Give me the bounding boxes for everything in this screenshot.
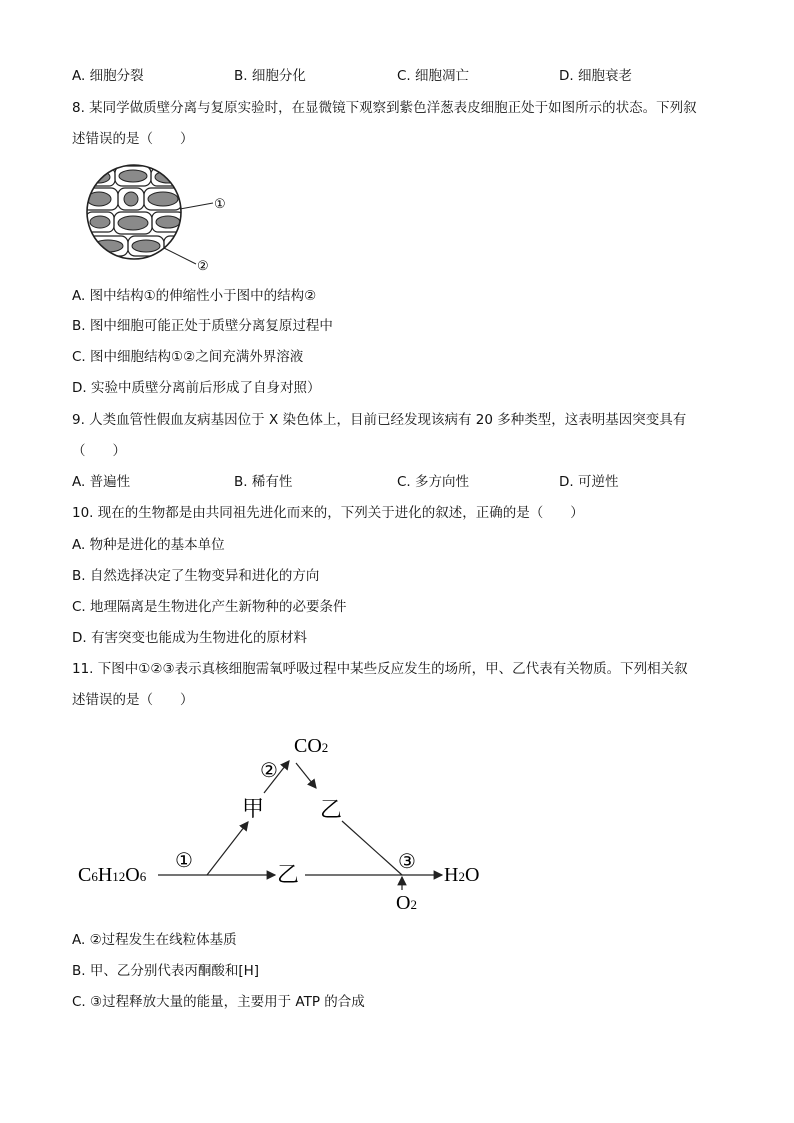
q8-option-a: A. 图中结构①的伸缩性小于图中的结构② xyxy=(72,288,317,304)
step-1-label: ① xyxy=(175,850,193,872)
svg-text:C6H12O6: C6H12O6 xyxy=(78,864,147,886)
q9-option-b: B. 稀有性 xyxy=(234,474,293,490)
figure-label-1: ① xyxy=(214,196,226,211)
oxygen-input: O2 xyxy=(396,892,417,914)
step-3-label: ③ xyxy=(398,851,416,873)
glucose-c: C xyxy=(78,864,92,886)
q10-option-b: B. 自然选择决定了生物变异和进化的方向 xyxy=(72,568,320,584)
q10-option-c: C. 地理隔离是生物进化产生新物种的必要条件 xyxy=(72,599,347,615)
yi-bottom: 乙 xyxy=(277,862,300,887)
q10-option-a: A. 物种是进化的基本单位 xyxy=(72,537,225,553)
q8-option-c: C. 图中细胞结构①②之间充满外界溶液 xyxy=(72,349,304,365)
q9-stem-line2: （ ） xyxy=(72,443,126,459)
step-2-label: ② xyxy=(260,760,278,782)
water-product: H2O xyxy=(444,864,480,886)
q7-option-b: B. 细胞分化 xyxy=(234,68,306,84)
q7-option-d: D. 细胞衰老 xyxy=(559,68,632,84)
q7-option-c: C. 细胞凋亡 xyxy=(397,68,470,84)
q7-option-a: A. 细胞分裂 xyxy=(72,68,144,84)
q8-option-d: D. 实验中质壁分离前后形成了自身对照） xyxy=(72,380,321,396)
jia-label: 甲 xyxy=(242,796,265,821)
q9-option-c: C. 多方向性 xyxy=(397,474,470,490)
q11-stem-line1: 11. 下图中①②③表示真核细胞需氧呼吸过程中某些反应发生的场所，甲、乙代表有关物质。下列相关叙 xyxy=(72,661,688,677)
figure-label-2: ② xyxy=(197,258,209,273)
q8-option-b: B. 图中细胞可能正处于质壁分离复原过程中 xyxy=(72,318,333,334)
q8-cell-figure xyxy=(80,160,240,280)
q11-stem-line2: 述错误的是（ ） xyxy=(72,692,194,708)
respiration-diagram xyxy=(70,725,500,920)
carbon-dioxide: CO2 xyxy=(294,735,329,757)
q11-option-a: A. ②过程发生在线粒体基质 xyxy=(72,932,237,948)
q8-stem-line2: 述错误的是（ ） xyxy=(72,131,194,147)
q9-option-a: A. 普遍性 xyxy=(72,474,131,490)
q11-option-c: C. ③过程释放大量的能量，主要用于 ATP 的合成 xyxy=(72,994,365,1010)
q9-stem-line1: 9. 人类血管性假血友病基因位于 X 染色体上，目前已经发现该病有 20 多种类型，这表明基因突变具有 xyxy=(72,412,687,428)
q10-option-d: D. 有害突变也能成为生物进化的原材料 xyxy=(72,630,307,646)
q10-stem: 10. 现在的生物都是由共同祖先进化而来的，下列关于进化的叙述，正确的是（ ） xyxy=(72,505,584,521)
q8-stem-line1: 8. 某同学做质壁分离与复原实验时，在显微镜下观察到紫色洋葱表皮细胞正处于如图所示的状态。下列叙 xyxy=(72,100,697,116)
yi-top: 乙 xyxy=(320,797,343,822)
q9-option-d: D. 可逆性 xyxy=(559,474,619,490)
q11-option-b: B. 甲、乙分别代表丙酮酸和[H] xyxy=(72,963,260,979)
